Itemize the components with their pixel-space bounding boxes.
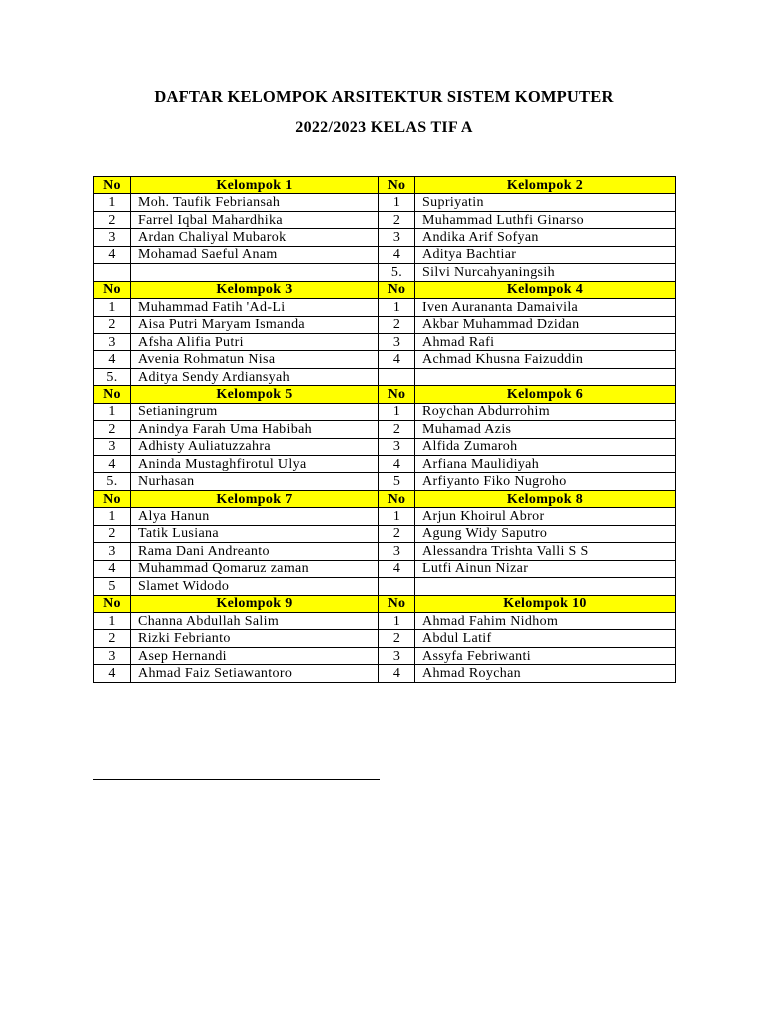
member-number: 1 (379, 194, 415, 211)
member-number: 3 (379, 438, 415, 455)
member-name: Adhisty Auliatuzzahra (131, 438, 379, 455)
member-number: 2 (94, 316, 131, 333)
member-number: 2 (379, 211, 415, 228)
member-name: Slamet Widodo (131, 578, 379, 595)
document-title: DAFTAR KELOMPOK ARSITEKTUR SISTEM KOMPUTER (154, 87, 614, 106)
member-name: Alya Hanun (131, 508, 379, 525)
group-title: Kelompok 4 (415, 281, 676, 298)
member-name: Mohamad Saeful Anam (131, 246, 379, 263)
document-subtitle: 2022/2023 KELAS TIF A (295, 119, 473, 136)
member-name: Moh. Taufik Febriansah (131, 194, 379, 211)
member-number: 3 (379, 543, 415, 560)
member-number: 4 (379, 456, 415, 473)
member-name: Ahmad Faiz Setiawantoro (131, 665, 379, 682)
member-name: Lutfi Ainun Nizar (415, 560, 676, 577)
groups-table (93, 176, 676, 683)
no-column-header: No (379, 386, 415, 403)
member-name: Ahmad Fahim Nidhom (415, 612, 676, 629)
empty-cell (379, 368, 415, 385)
group-title: Kelompok 5 (131, 386, 379, 403)
member-number: 5 (379, 473, 415, 490)
member-name: Muhamad Azis (415, 421, 676, 438)
member-name: Arfiana Maulidiyah (415, 456, 676, 473)
table-row (94, 438, 676, 455)
member-number: 2 (94, 211, 131, 228)
no-column-header: No (379, 281, 415, 298)
table-row (94, 299, 676, 316)
empty-cell (94, 264, 131, 281)
group-title: Kelompok 9 (131, 595, 379, 612)
member-number: 2 (379, 421, 415, 438)
table-row (94, 229, 676, 246)
member-name: Avenia Rohmatun Nisa (131, 351, 379, 368)
no-column-header: No (94, 386, 131, 403)
member-name: Arjun Khoirul Abror (415, 508, 676, 525)
horizontal-rule (93, 779, 380, 780)
table-row (94, 508, 676, 525)
group-title: Kelompok 10 (415, 595, 676, 612)
member-name: Aditya Bachtiar (415, 246, 676, 263)
member-number: 3 (379, 647, 415, 664)
member-number: 1 (94, 194, 131, 211)
member-number: 5. (379, 264, 415, 281)
member-name: Rizki Febrianto (131, 630, 379, 647)
group-title: Kelompok 6 (415, 386, 676, 403)
member-number: 4 (94, 351, 131, 368)
table-row (94, 578, 676, 595)
member-number: 3 (379, 229, 415, 246)
member-number: 4 (379, 665, 415, 682)
no-column-header: No (94, 595, 131, 612)
table-row (94, 647, 676, 664)
table-row (94, 351, 676, 368)
member-name: Roychan Abdurrohim (415, 403, 676, 420)
member-number: 5. (94, 368, 131, 385)
member-number: 3 (94, 229, 131, 246)
group-title: Kelompok 3 (131, 281, 379, 298)
member-name: Agung Widy Saputro (415, 525, 676, 542)
member-name: Anindya Farah Uma Habibah (131, 421, 379, 438)
member-name: Aisa Putri Maryam Ismanda (131, 316, 379, 333)
no-column-header: No (94, 490, 131, 507)
no-column-header: No (379, 177, 415, 194)
member-name: Iven Aurananta Damaivila (415, 299, 676, 316)
member-number: 2 (379, 525, 415, 542)
member-number: 1 (94, 612, 131, 629)
table-row (94, 368, 676, 385)
table-row (94, 333, 676, 350)
member-name: Akbar Muhammad Dzidan (415, 316, 676, 333)
group-header-row (94, 177, 676, 194)
member-name: Assyfa Febriwanti (415, 647, 676, 664)
table-row (94, 473, 676, 490)
member-name: Ahmad Rafi (415, 333, 676, 350)
member-number: 4 (94, 665, 131, 682)
member-name: Asep Hernandi (131, 647, 379, 664)
member-number: 2 (379, 630, 415, 647)
member-number: 5. (94, 473, 131, 490)
group-header-row (94, 490, 676, 507)
member-name: Nurhasan (131, 473, 379, 490)
member-number: 1 (379, 403, 415, 420)
group-header-row (94, 595, 676, 612)
member-number: 3 (94, 333, 131, 350)
no-column-header: No (379, 595, 415, 612)
member-name: Tatik Lusiana (131, 525, 379, 542)
member-name: Silvi Nurcahyaningsih (415, 264, 676, 281)
group-title: Kelompok 7 (131, 490, 379, 507)
table-row (94, 612, 676, 629)
no-column-header: No (379, 490, 415, 507)
table-row (94, 456, 676, 473)
group-title: Kelompok 1 (131, 177, 379, 194)
member-name: Supriyatin (415, 194, 676, 211)
member-number: 4 (94, 246, 131, 263)
empty-cell (379, 578, 415, 595)
groups-table-body (94, 177, 676, 683)
member-name: Andika Arif Sofyan (415, 229, 676, 246)
member-number: 1 (94, 508, 131, 525)
member-number: 4 (379, 351, 415, 368)
member-name: Achmad Khusna Faizuddin (415, 351, 676, 368)
member-name: Ardan Chaliyal Mubarok (131, 229, 379, 246)
table-row (94, 316, 676, 333)
member-name: Abdul Latif (415, 630, 676, 647)
member-number: 2 (94, 525, 131, 542)
member-number: 5 (94, 578, 131, 595)
table-row (94, 630, 676, 647)
no-column-header: No (94, 281, 131, 298)
table-row (94, 264, 676, 281)
member-name: Muhammad Fatih 'Ad-Li (131, 299, 379, 316)
member-name: Farrel Iqbal Mahardhika (131, 211, 379, 228)
member-number: 3 (94, 647, 131, 664)
no-column-header: No (94, 177, 131, 194)
table-row (94, 543, 676, 560)
group-title: Kelompok 2 (415, 177, 676, 194)
member-number: 3 (379, 333, 415, 350)
table-row (94, 560, 676, 577)
group-header-row (94, 281, 676, 298)
member-name: Arfiyanto Fiko Nugroho (415, 473, 676, 490)
table-row (94, 211, 676, 228)
empty-cell (131, 264, 379, 281)
member-number: 3 (94, 438, 131, 455)
member-number: 4 (94, 560, 131, 577)
member-name: Afsha Alifia Putri (131, 333, 379, 350)
member-name: Rama Dani Andreanto (131, 543, 379, 560)
member-name: Setianingrum (131, 403, 379, 420)
table-row (94, 246, 676, 263)
member-number: 1 (379, 508, 415, 525)
member-number: 1 (94, 299, 131, 316)
member-number: 1 (379, 299, 415, 316)
member-name: Aninda Mustaghfirotul Ulya (131, 456, 379, 473)
member-number: 3 (94, 543, 131, 560)
empty-cell (415, 368, 676, 385)
member-number: 2 (94, 630, 131, 647)
table-row (94, 421, 676, 438)
member-name: Channa Abdullah Salim (131, 612, 379, 629)
member-number: 2 (379, 316, 415, 333)
empty-cell (415, 578, 676, 595)
member-name: Muhammad Luthfi Ginarso (415, 211, 676, 228)
member-name: Alessandra Trishta Valli S S (415, 543, 676, 560)
member-name: Aditya Sendy Ardiansyah (131, 368, 379, 385)
table-row (94, 403, 676, 420)
member-number: 2 (94, 421, 131, 438)
group-title: Kelompok 8 (415, 490, 676, 507)
table-row (94, 665, 676, 682)
table-row (94, 525, 676, 542)
member-name: Ahmad Roychan (415, 665, 676, 682)
group-header-row (94, 386, 676, 403)
table-row (94, 194, 676, 211)
member-number: 4 (379, 560, 415, 577)
member-name: Muhammad Qomaruz zaman (131, 560, 379, 577)
member-number: 4 (379, 246, 415, 263)
member-number: 1 (379, 612, 415, 629)
member-number: 4 (94, 456, 131, 473)
member-number: 1 (94, 403, 131, 420)
member-name: Alfida Zumaroh (415, 438, 676, 455)
